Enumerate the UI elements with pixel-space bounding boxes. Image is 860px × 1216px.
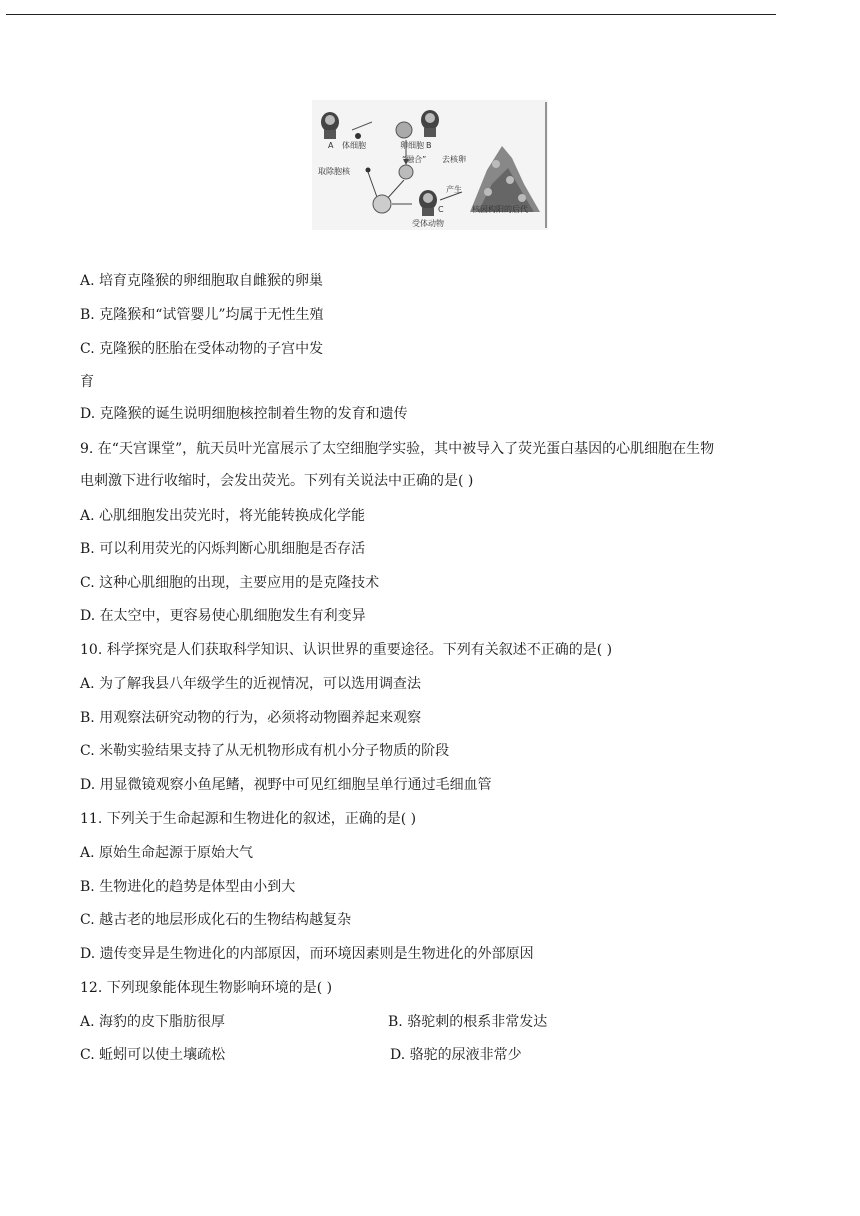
nucleus-dot-icon — [366, 168, 371, 173]
somatic-cell-icon — [355, 133, 361, 139]
q10-option-c: C. 米勒实验结果支持了从无机物形成有机小分子物质的阶段 — [80, 743, 450, 759]
q12-option-a: A. 海豹的皮下脂肪很厚 — [80, 1014, 226, 1030]
q9-stem-continued: 电刺激下进行收缩时，会发出荧光。下列有关说法中正确的是( ) — [80, 473, 474, 489]
header-rule — [6, 14, 776, 15]
q8-option-b: B. 克隆猴和“试管婴儿”均属于无性生殖 — [80, 307, 324, 323]
q10-option-a: A. 为了解我县八年级学生的近视情况，可以选用调查法 — [80, 676, 422, 692]
fused-cell-icon — [399, 165, 413, 179]
figure-label-birth: 产生 — [446, 185, 462, 194]
q11-stem: 11. 下列关于生命起源和生物进化的叙述，正确的是( ) — [80, 811, 417, 827]
q9-stem: 9. 在“天宫课堂”，航天员叶光富展示了太空细胞学实验，其中被导入了荧光蛋白基因的心肌细胞在生物 — [80, 441, 715, 457]
q8-option-c: C. 克隆猴的胚胎在受体动物的子宫中发 — [80, 341, 324, 357]
figure-label-somatic: 体细胞 — [342, 141, 366, 150]
figure-label-c: C — [438, 205, 444, 214]
q12-option-c: C. 蚯蚓可以使土壤疏松 — [80, 1047, 226, 1063]
q8-option-c-continued: 育 — [80, 374, 94, 390]
q12-stem: 12. 下列现象能体现生物影响环境的是( ) — [80, 980, 333, 996]
q9-option-c: C. 这种心肌细胞的出现，主要应用的是克隆技术 — [80, 575, 380, 591]
figure-label-remove: 取除胞核 — [318, 167, 350, 176]
figure-label-egg: 卵细胞 — [400, 141, 424, 150]
q9-option-d: D. 在太空中，更容易使心肌细胞发生有利变异 — [80, 608, 366, 624]
q11-option-b: B. 生物进化的趋势是体型由小到大 — [80, 879, 296, 895]
embryo-icon — [373, 195, 391, 213]
figure-label-offspring: 核因构阳的后代 — [472, 205, 528, 214]
q11-option-d: D. 遗传变异是生物进化的内部原因，而环境因素则是生物进化的外部原因 — [80, 946, 534, 962]
q10-option-d: D. 用显微镜观察小鱼尾鳍，视野中可见红细胞呈单行通过毛细血管 — [80, 777, 492, 793]
q11-option-a: A. 原始生命起源于原始大气 — [80, 845, 254, 861]
q9-option-b: B. 可以利用荧光的闪烁判断心肌细胞是否存活 — [80, 541, 366, 557]
q11-option-c: C. 越古老的地层形成化石的生物结构越复杂 — [80, 912, 352, 928]
q12-option-d: D. 骆驼的尿液非常少 — [390, 1047, 522, 1063]
cloning-diagram-svg — [312, 100, 548, 230]
figure-label-egg-cell: 去核卵 — [442, 155, 466, 164]
cloning-diagram — [312, 100, 548, 230]
q9-option-a: A. 心肌细胞发出荧光时，将光能转换成化学能 — [80, 508, 366, 524]
figure-label-fuse: “融合” — [402, 155, 427, 164]
egg-cell-icon — [396, 122, 412, 138]
q8-option-a: A. 培育克隆猴的卵细胞取自雌猴的卵巢 — [80, 273, 324, 289]
q12-option-b: B. 骆驼刺的根系非常发达 — [388, 1014, 548, 1030]
q8-option-d: D. 克隆猴的诞生说明细胞核控制着生物的发育和遗传 — [80, 406, 408, 422]
figure-label-a: A — [328, 141, 334, 150]
figure-label-recipient: 受体动物 — [412, 219, 444, 228]
q10-option-b: B. 用观察法研究动物的行为，必须将动物圈养起来观察 — [80, 710, 422, 726]
q10-stem: 10. 科学探究是人们获取科学知识、认识世界的重要途径。下列有关叙述不正确的是( ) — [80, 642, 613, 658]
figure-label-b: B — [426, 141, 432, 150]
